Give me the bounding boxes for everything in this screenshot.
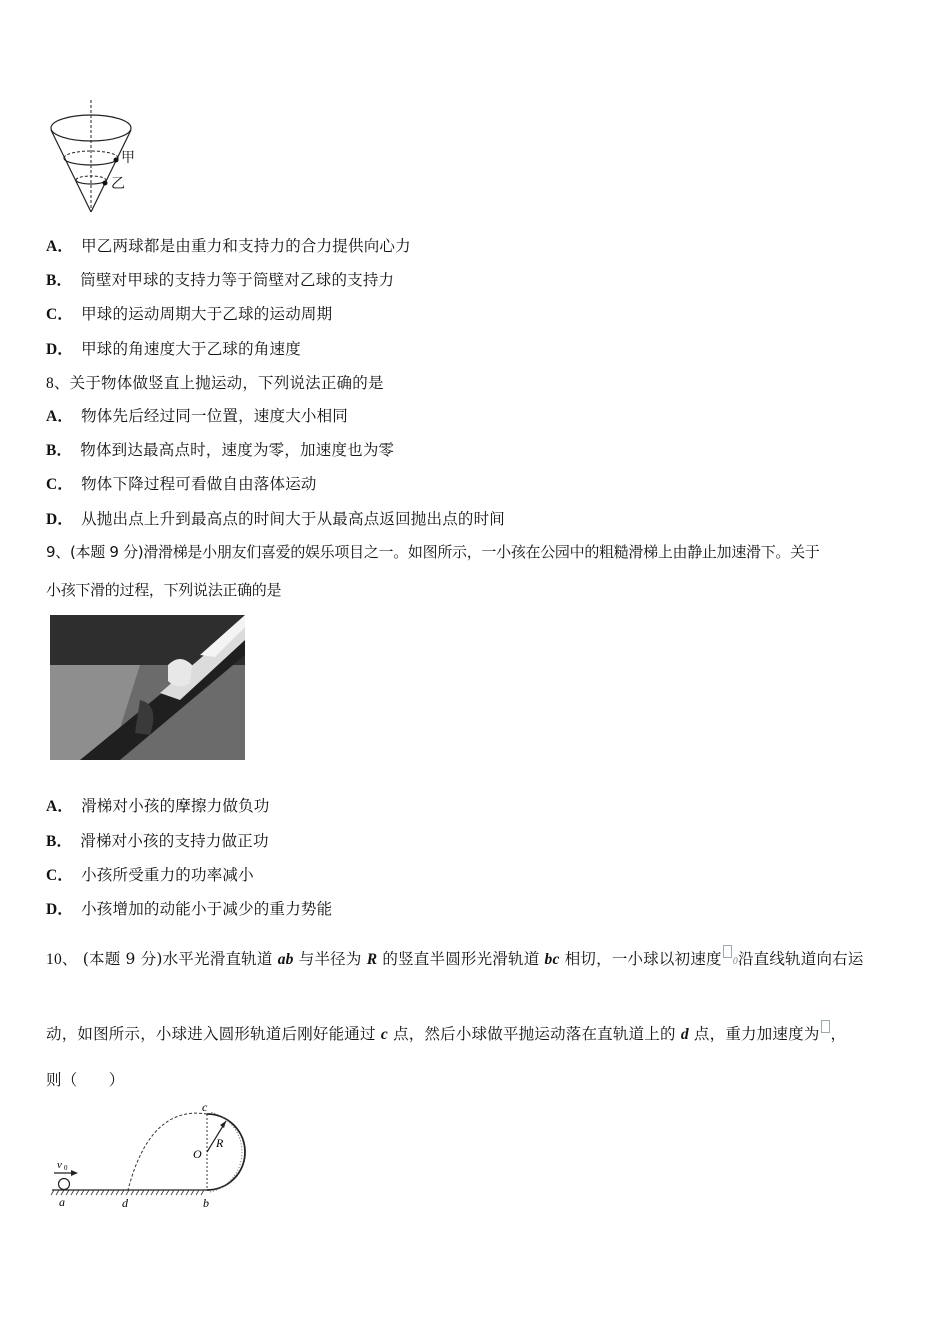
track-figure — [40, 1095, 260, 1215]
svg-text:c: c — [202, 1100, 208, 1114]
missing-glyph-icon — [723, 945, 732, 958]
q9-option-d: D． 小孩增加的动能小于减少的重力势能 — [46, 900, 333, 918]
slide-photo — [50, 615, 245, 760]
q8-option-c: C． 物体下降过程可看做自由落体运动 — [46, 475, 317, 493]
q10-stem-line2: 动，如图所示，小球进入圆形轨道后刚好能通过 c 点，然后小球做平抛运动落在直轨道上的 d 点，重力加速度为 ， — [46, 1020, 846, 1045]
ball-yi — [103, 181, 108, 186]
q10-stem-line3: 则（ ） — [46, 1071, 125, 1089]
q9-option-a: A． 滑梯对小孩的摩擦力做负功 — [46, 797, 270, 815]
label-yi: 乙 — [111, 176, 125, 192]
q7-option-c: C． 甲球的运动周期大于乙球的运动周期 — [46, 305, 333, 323]
missing-glyph-icon — [821, 1020, 830, 1033]
q7-option-b: B． 筒壁对甲球的支持力等于筒壁对乙球的支持力 — [46, 271, 395, 289]
svg-text:O: O — [193, 1147, 202, 1161]
ball-jia — [114, 158, 119, 163]
svg-text:b: b — [203, 1196, 209, 1210]
q8-option-b: B． 物体到达最高点时，速度为零，加速度也为零 — [46, 441, 395, 459]
q7-option-d: D． 甲球的角速度大于乙球的角速度 — [46, 340, 301, 358]
svg-text:v: v — [57, 1159, 62, 1171]
svg-text:0: 0 — [64, 1164, 68, 1172]
q8-option-d: D． 从抛出点上升到最高点的时间大于从最高点返回抛出点的时间 — [46, 510, 505, 528]
q9-stem-line1: 9、(本题 9 分)滑滑梯是小朋友们喜爱的娱乐项目之一。如图所示，一小孩在公园中的粗糙滑梯上由静止加速滑下。关于 — [46, 543, 820, 561]
svg-text:a: a — [59, 1195, 65, 1209]
q9-stem-line2: 小孩下滑的过程，下列说法正确的是 — [46, 581, 282, 599]
label-jia: 甲 — [121, 150, 135, 166]
svg-text:d: d — [122, 1196, 128, 1210]
svg-text:R: R — [216, 1136, 224, 1150]
q8-option-a: A． 物体先后经过同一位置，速度大小相同 — [46, 407, 348, 425]
q9-option-b: B． 滑梯对小孩的支持力做正功 — [46, 832, 269, 850]
q9-option-c: C． 小孩所受重力的功率减小 — [46, 866, 254, 884]
q10-stem-line1: 10、 (本题 9 分)水平光滑直轨道 ab 与半径为 R 的竖直半圆形光滑轨道 bc 相切，一小球以初速度 0沿直线轨道向右运 — [46, 945, 864, 972]
q8-stem: 8、关于物体做竖直上抛运动，下列说法正确的是 — [46, 374, 384, 392]
q7-option-a: A． 甲乙两球都是由重力和支持力的合力提供向心力 — [46, 237, 411, 255]
